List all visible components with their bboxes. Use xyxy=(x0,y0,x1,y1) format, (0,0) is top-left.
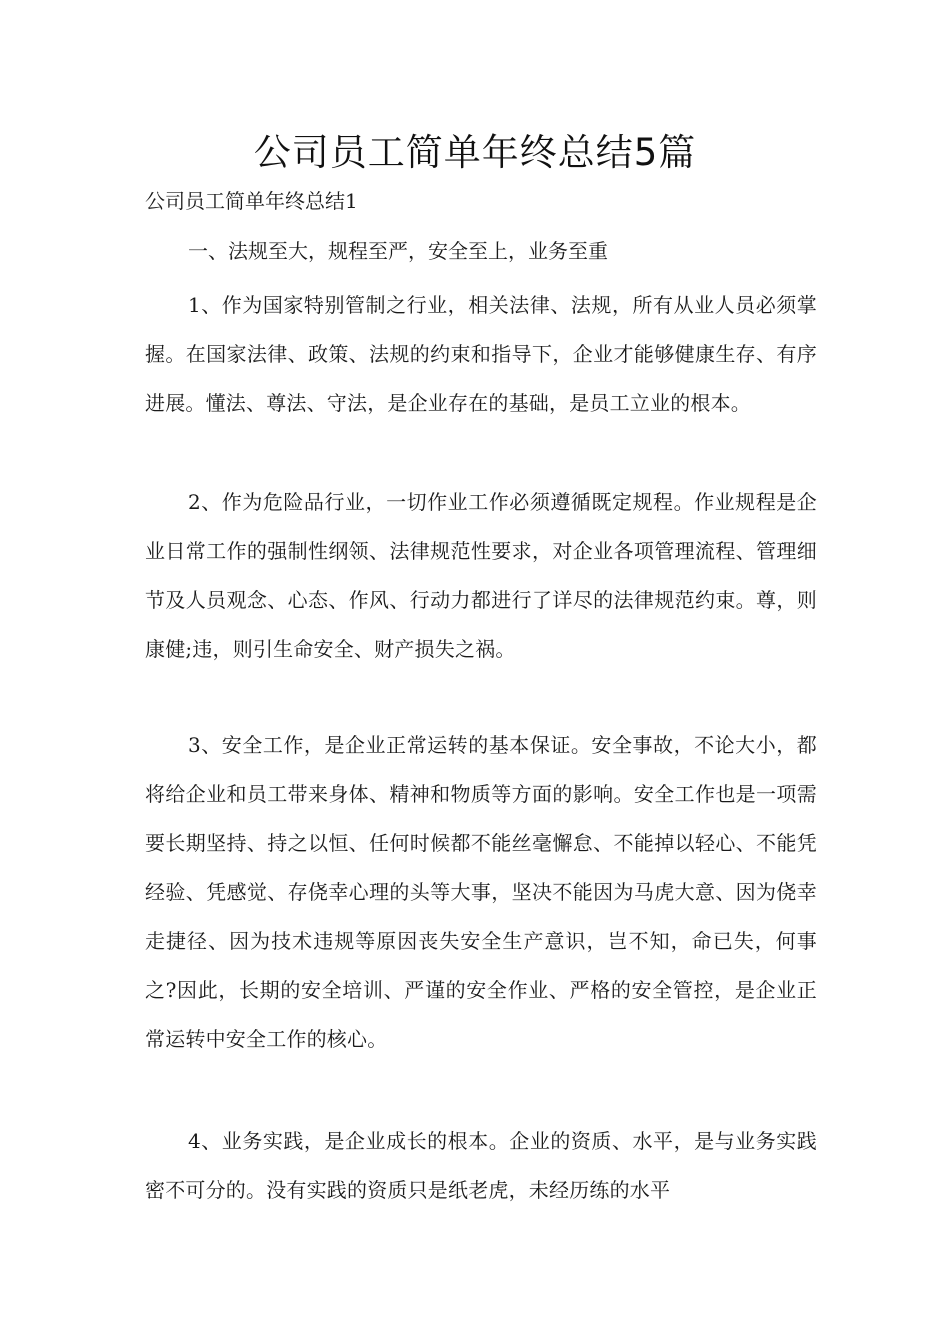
paragraph-4: 4、业务实践，是企业成长的根本。企业的资质、水平，是与业务实践密不可分的。没有实践的资质只是纸老虎，未经历练的水平 xyxy=(145,1129,817,1202)
section-heading: 一、法规至大，规程至严，安全至上，业务至重 xyxy=(188,239,608,263)
document-subtitle: 公司员工简单年终总结1 xyxy=(145,189,358,213)
paragraph-1: 1、作为国家特别管制之行业，相关法律、法规，所有从业人员必须掌握。在国家法律、政策、法规的约束和指导下，企业才能够健康生存、有序进展。懂法、尊法、守法，是企业存在的基础，是员工立业的根本。 xyxy=(145,293,817,415)
document-title: 公司员工简单年终总结5篇 xyxy=(253,131,697,174)
paragraph-3: 3、安全工作，是企业正常运转的基本保证。安全事故，不论大小，都将给企业和员工带来身体、精神和物质等方面的影响。安全工作也是一项需要长期坚持、持之以恒、任何时候都不能丝毫懈怠、不能掉以轻心、不能凭经验、凭感觉、存侥幸心理的头等大事，坚决不能因为马虎大意、因为侥幸走捷径、因为技术违规等原因丧失安全生产意识，岂不知，命已失，何事之?因此，长期的安全培训、严谨的安全作业、严格的安全管控，是企业正常运转中安全工作的核心。 xyxy=(145,733,817,1051)
paragraph-2: 2、作为危险品行业，一切作业工作必须遵循既定规程。作业规程是企业日常工作的强制性纲领、法律规范性要求，对企业各项管理流程、管理细节及人员观念、心态、作风、行动力都进行了详尽的法律规范约束。尊，则康健;违，则引生命安全、财产损失之祸。 xyxy=(145,490,817,661)
